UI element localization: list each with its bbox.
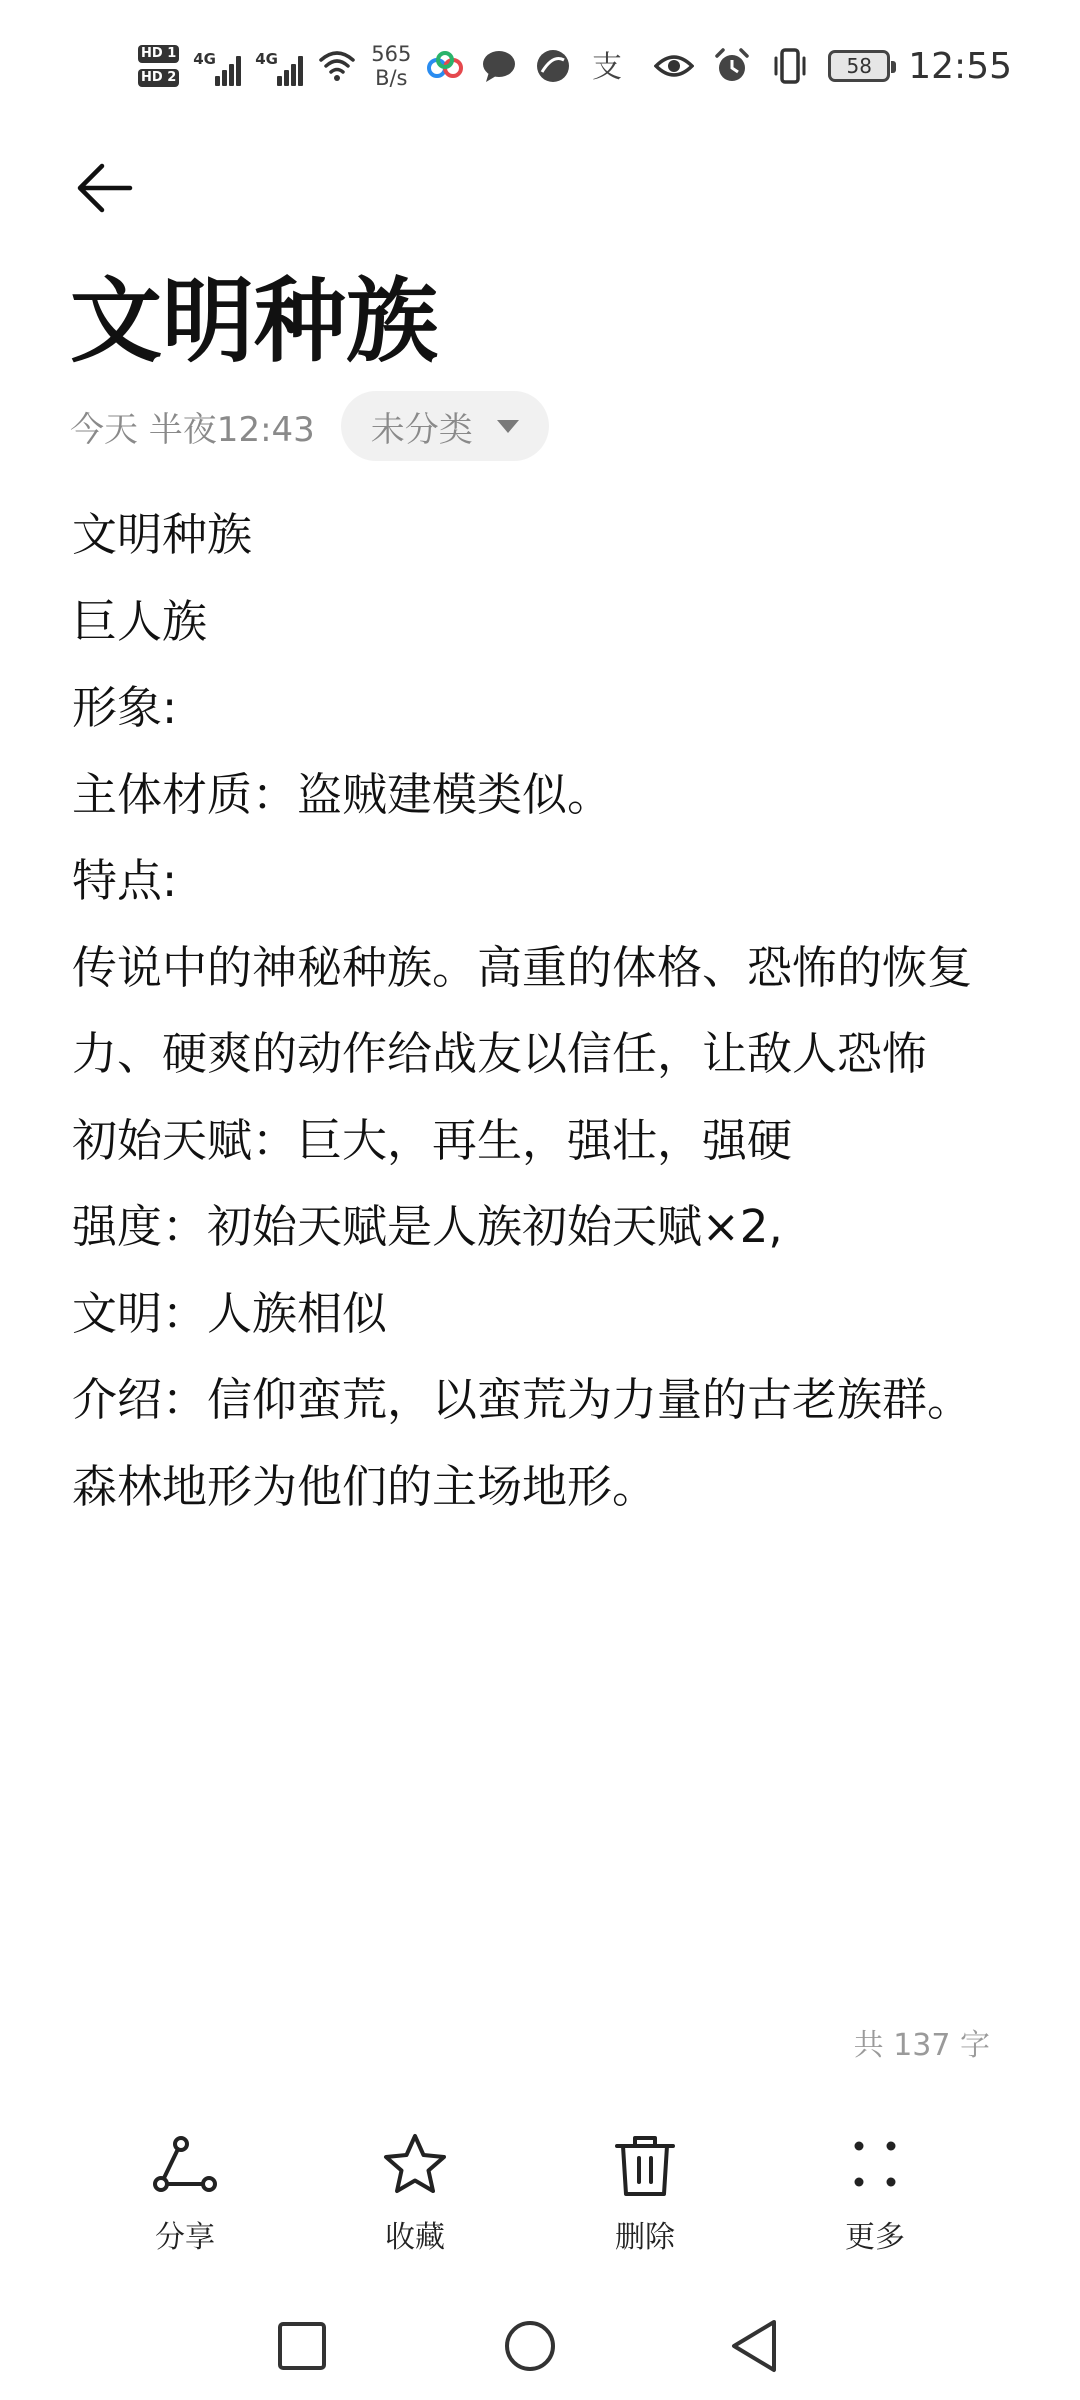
word-count: 共 137 字	[853, 2028, 990, 2063]
home-circle-icon[interactable]	[500, 2316, 560, 2376]
note-line: 巨人族	[72, 594, 208, 648]
net-speed	[371, 42, 411, 90]
signal-type-label: 4G	[255, 50, 278, 68]
more-button[interactable]	[795, 2130, 955, 2256]
note-meta	[70, 390, 549, 462]
note-line: 介绍：信仰蛮荒，以蛮荒为力量的古老族群。森林地形为他们的主场地形。	[72, 1373, 973, 1513]
sim1-indicator	[138, 45, 179, 63]
share-button[interactable]	[105, 2130, 265, 2256]
chevron-down-icon	[497, 420, 519, 433]
signal-icon	[255, 46, 303, 86]
sim2-indicator	[138, 69, 179, 87]
eye-icon	[654, 46, 694, 86]
svg-text:支: 支	[592, 50, 623, 85]
signal-icon	[193, 46, 241, 86]
browser-icon	[533, 46, 573, 86]
note-line: 初始天赋：巨大，再生，强壮，强硬	[72, 1113, 793, 1167]
status-left	[138, 30, 627, 102]
alipay-icon	[587, 46, 627, 86]
delete-label: 删除	[615, 2220, 675, 2255]
note-line: 特点:	[72, 854, 178, 907]
status-right	[654, 30, 1012, 102]
note-body[interactable]	[72, 492, 1002, 1530]
more-label: 更多	[845, 2220, 905, 2255]
back-triangle-icon[interactable]	[724, 2316, 784, 2376]
favorite-label: 收藏	[385, 2220, 445, 2255]
system-nav-bar	[0, 2300, 1080, 2400]
sim1-label: HD 1	[138, 45, 179, 63]
note-title[interactable]: 文明种族	[70, 268, 439, 375]
trash-icon	[609, 2130, 681, 2202]
status-bar	[0, 0, 1080, 132]
note-line: 文明：人族相似	[72, 1286, 388, 1340]
category-label: 未分类	[370, 409, 473, 450]
back-arrow-icon	[72, 156, 136, 220]
more-dots-icon	[839, 2130, 911, 2202]
category-dropdown[interactable]	[341, 391, 549, 461]
favorite-button[interactable]	[335, 2130, 495, 2256]
note-line: 文明种族	[72, 508, 253, 561]
net-speed-value: 565	[371, 42, 412, 66]
clock: 12:55	[908, 45, 1012, 87]
note-line: 形象:	[72, 681, 178, 734]
share-label: 分享	[155, 2220, 215, 2255]
share-icon	[149, 2130, 221, 2202]
sim2-label: HD 2	[138, 69, 179, 87]
sim-indicators	[138, 45, 179, 87]
delete-button[interactable]	[565, 2130, 725, 2256]
back-button[interactable]	[66, 150, 142, 226]
alarm-icon	[712, 46, 752, 86]
signal-type-label: 4G	[193, 50, 216, 68]
bottom-toolbar	[0, 2130, 1080, 2280]
note-line: 传说中的神秘种族。高重的体格、恐怖的恢复力、硬爽的动作给战友以信任，让敌人恐怖	[72, 940, 973, 1080]
note-date: 今天 半夜12:43	[70, 409, 315, 450]
wifi-icon	[317, 46, 357, 86]
recents-square-icon[interactable]	[272, 2316, 332, 2376]
note-line: 主体材质：盗贼建模类似。	[72, 767, 613, 821]
note-line: 强度：初始天赋是人族初始天赋×2,	[72, 1200, 783, 1253]
net-speed-unit: B/s	[375, 66, 408, 90]
message-icon	[479, 46, 519, 86]
star-icon	[379, 2130, 451, 2202]
vibrate-icon	[770, 46, 810, 86]
baidu-cloud-icon	[425, 46, 465, 86]
battery-level: 58	[846, 54, 872, 78]
battery-icon	[828, 50, 890, 82]
